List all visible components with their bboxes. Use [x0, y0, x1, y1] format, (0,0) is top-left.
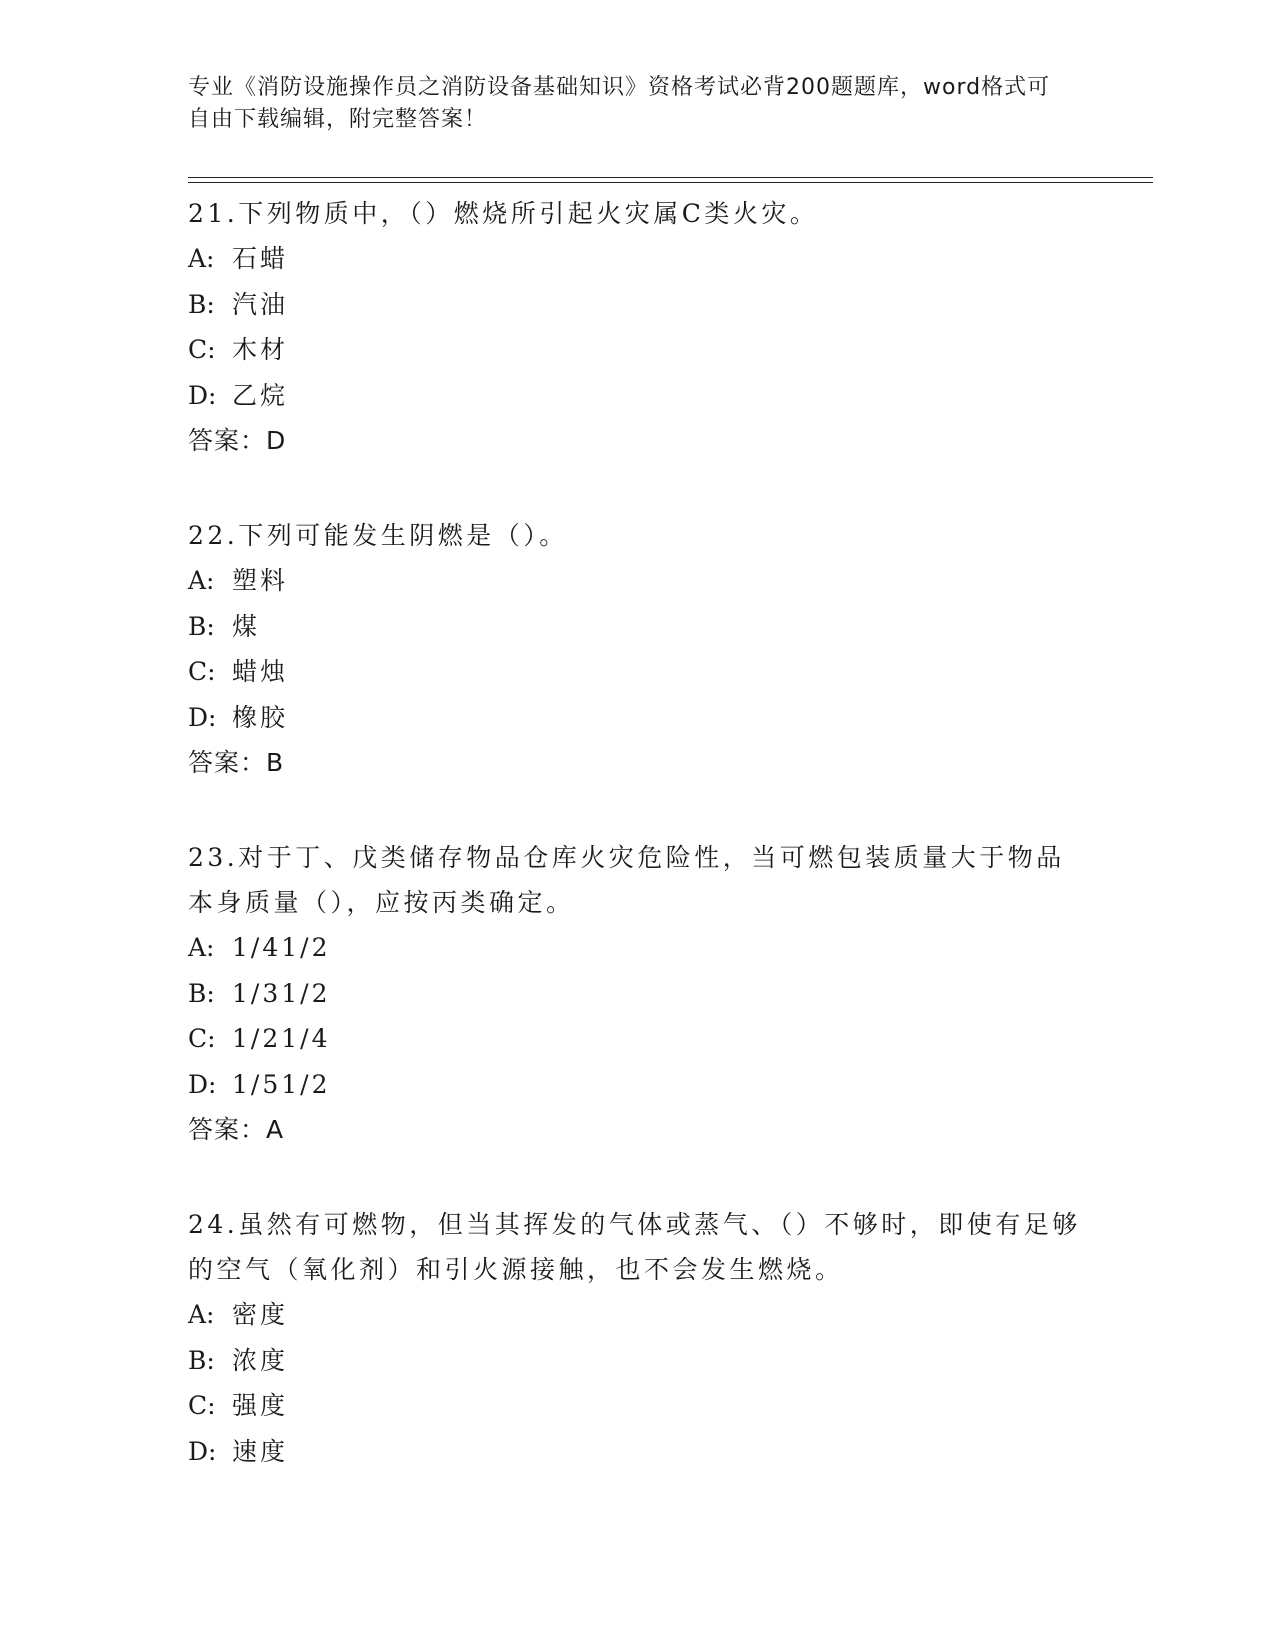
option-letter: C:: [188, 335, 216, 364]
option-d: [188, 1429, 1088, 1475]
option-c: [188, 1016, 1088, 1062]
answer-line: 答案：D: [188, 426, 287, 455]
option-letter: C:: [188, 1391, 216, 1420]
option-text: 速度: [232, 1436, 289, 1466]
option-text: 强度: [232, 1391, 289, 1420]
option-letter: D:: [188, 1436, 217, 1466]
option-text: 浓度: [232, 1345, 289, 1375]
option-letter: A:: [188, 933, 215, 962]
option-letter: A:: [188, 244, 215, 273]
option-d: [188, 373, 1088, 419]
option-letter: C:: [188, 657, 216, 686]
question-gap: [188, 785, 1088, 831]
question-stem: 23.对于丁、戊类储存物品仓库火灾危险性，当可燃包装质量大于物品本身质量（），应按丙类确定。: [188, 843, 1065, 917]
option-text: 木材: [232, 335, 289, 364]
option-d: [188, 695, 1088, 741]
option-a: [188, 236, 1088, 282]
option-a: [188, 925, 1088, 971]
option-letter: B:: [188, 611, 215, 641]
option-text: 塑料: [232, 566, 289, 595]
option-letter: A:: [188, 1300, 215, 1329]
option-letter: B:: [188, 978, 215, 1008]
option-letter: D:: [188, 380, 217, 410]
question-24: [188, 1202, 1088, 1474]
option-a: [188, 1292, 1088, 1338]
option-text: 1/21/4: [232, 1024, 331, 1053]
document-header: [188, 72, 1068, 136]
answer-line: 答案：B: [188, 748, 285, 777]
option-letter: B:: [188, 1345, 215, 1375]
option-text: 石蜡: [232, 244, 289, 273]
question-list: [188, 187, 1088, 1474]
question-gap: [188, 1152, 1088, 1198]
option-text: 橡胶: [232, 702, 289, 732]
option-b: [188, 971, 1088, 1017]
option-d: [188, 1062, 1088, 1108]
option-b: [188, 282, 1088, 328]
option-text: 蜡烛: [232, 657, 289, 686]
option-text: 1/31/2: [232, 978, 331, 1008]
option-letter: B:: [188, 289, 215, 319]
question-21: [188, 191, 1088, 463]
option-letter: C:: [188, 1024, 216, 1053]
option-c: [188, 1383, 1088, 1429]
answer-line: 答案：A: [188, 1115, 285, 1144]
option-c: [188, 649, 1088, 695]
option-text: 密度: [232, 1300, 289, 1329]
question-stem: 21.下列物质中，（）燃烧所引起火灾属C类火灾。: [188, 199, 819, 228]
header-text: 专业《消防设施操作员之消防设备基础知识》资格考试必背200题题库，word格式可自由下载编辑，附完整答案！: [188, 75, 1051, 132]
option-letter: A:: [188, 566, 215, 595]
option-b: [188, 604, 1088, 650]
header-rule-top: [188, 177, 1153, 178]
header-rule-bottom: [188, 182, 1153, 183]
option-letter: D:: [188, 702, 217, 732]
question-23: [188, 835, 1088, 1152]
option-letter: D:: [188, 1069, 217, 1099]
question-22: [188, 513, 1088, 785]
option-b: [188, 1338, 1088, 1384]
option-text: 乙烷: [232, 380, 289, 410]
option-text: 汽油: [232, 289, 289, 319]
question-gap: [188, 463, 1088, 509]
option-text: 1/41/2: [232, 933, 331, 962]
option-text: 1/51/2: [232, 1069, 331, 1099]
option-text: 煤: [232, 611, 261, 641]
question-stem: 22.下列可能发生阴燃是（）。: [188, 521, 568, 550]
option-a: [188, 558, 1088, 604]
option-c: [188, 327, 1088, 373]
question-stem: 24.虽然有可燃物，但当其挥发的气体或蒸气、（）不够时，即使有足够的空气（氧化剂）和引火源接触，也不会发生燃烧。: [188, 1210, 1081, 1284]
